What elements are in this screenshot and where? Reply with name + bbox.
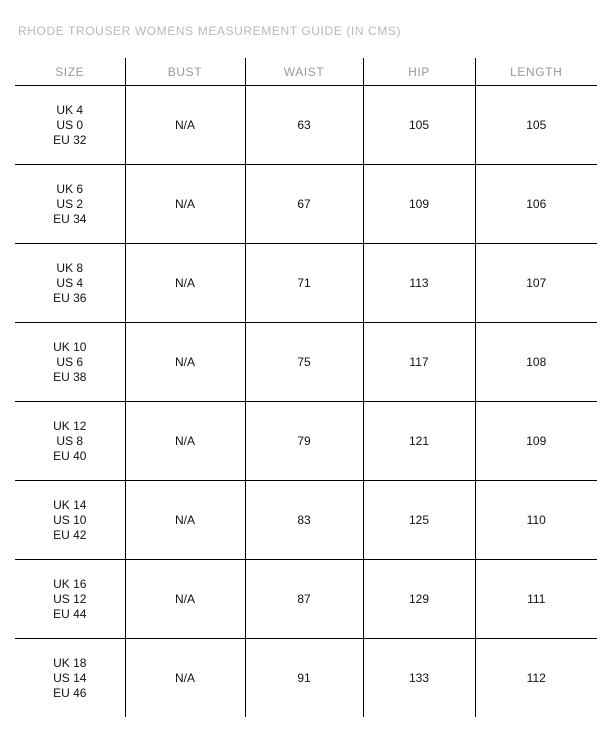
bust-cell: N/A xyxy=(125,244,245,323)
size-eu: EU 42 xyxy=(53,527,87,542)
size-eu: EU 38 xyxy=(53,369,87,384)
size-us: US 8 xyxy=(56,433,84,448)
size-cell xyxy=(15,86,125,165)
size-cell xyxy=(15,639,125,718)
bust-cell: N/A xyxy=(125,402,245,481)
table-row xyxy=(15,165,597,244)
size-us: US 0 xyxy=(56,117,84,132)
bust-cell: N/A xyxy=(125,639,245,718)
size-cell xyxy=(15,244,125,323)
length-cell: 110 xyxy=(475,481,597,560)
waist-cell: 67 xyxy=(245,165,363,244)
size-us: US 14 xyxy=(53,670,87,685)
table-row xyxy=(15,244,597,323)
waist-cell: 79 xyxy=(245,402,363,481)
size-eu: EU 40 xyxy=(53,448,87,463)
waist-cell: 83 xyxy=(245,481,363,560)
size-cell xyxy=(15,165,125,244)
size-cell xyxy=(15,560,125,639)
header-size: SIZE xyxy=(15,58,125,86)
bust-cell: N/A xyxy=(125,165,245,244)
measurement-table xyxy=(15,58,597,717)
length-cell: 106 xyxy=(475,165,597,244)
size-uk: UK 6 xyxy=(56,181,84,196)
table-header-row xyxy=(15,58,597,86)
waist-cell: 91 xyxy=(245,639,363,718)
size-eu: EU 32 xyxy=(53,132,87,147)
length-cell: 112 xyxy=(475,639,597,718)
size-eu: EU 44 xyxy=(53,606,87,621)
size-eu: EU 34 xyxy=(53,211,87,226)
size-cell xyxy=(15,402,125,481)
table-row xyxy=(15,560,597,639)
hip-cell: 109 xyxy=(363,165,475,244)
length-cell: 108 xyxy=(475,323,597,402)
table-row xyxy=(15,86,597,165)
size-uk: UK 8 xyxy=(56,260,84,275)
header-hip: HIP xyxy=(363,58,475,86)
waist-cell: 75 xyxy=(245,323,363,402)
header-waist: WAIST xyxy=(245,58,363,86)
bust-cell: N/A xyxy=(125,560,245,639)
hip-cell: 121 xyxy=(363,402,475,481)
size-eu: EU 46 xyxy=(53,685,87,700)
size-us: US 6 xyxy=(56,354,84,369)
waist-cell: 71 xyxy=(245,244,363,323)
page-title: RHODE TROUSER WOMENS MEASUREMENT GUIDE (IN CMS) xyxy=(18,24,402,38)
size-us: US 4 xyxy=(56,275,84,290)
length-cell: 105 xyxy=(475,86,597,165)
size-uk: UK 16 xyxy=(53,576,87,591)
hip-cell: 113 xyxy=(363,244,475,323)
table-row xyxy=(15,639,597,718)
length-cell: 111 xyxy=(475,560,597,639)
size-uk: UK 12 xyxy=(53,418,87,433)
hip-cell: 125 xyxy=(363,481,475,560)
size-uk: UK 4 xyxy=(56,102,84,117)
bust-cell: N/A xyxy=(125,481,245,560)
size-uk: UK 18 xyxy=(53,655,87,670)
waist-cell: 63 xyxy=(245,86,363,165)
hip-cell: 133 xyxy=(363,639,475,718)
hip-cell: 129 xyxy=(363,560,475,639)
length-cell: 109 xyxy=(475,402,597,481)
size-uk: UK 10 xyxy=(53,339,87,354)
table-row xyxy=(15,481,597,560)
bust-cell: N/A xyxy=(125,323,245,402)
hip-cell: 105 xyxy=(363,86,475,165)
table-row xyxy=(15,402,597,481)
size-uk: UK 14 xyxy=(53,497,87,512)
size-us: US 12 xyxy=(53,591,87,606)
hip-cell: 117 xyxy=(363,323,475,402)
table-row xyxy=(15,323,597,402)
header-bust: BUST xyxy=(125,58,245,86)
size-eu: EU 36 xyxy=(53,290,87,305)
bust-cell: N/A xyxy=(125,86,245,165)
length-cell: 107 xyxy=(475,244,597,323)
size-cell xyxy=(15,323,125,402)
header-length: LENGTH xyxy=(475,58,597,86)
size-cell xyxy=(15,481,125,560)
size-us: US 10 xyxy=(53,512,87,527)
size-us: US 2 xyxy=(56,196,84,211)
waist-cell: 87 xyxy=(245,560,363,639)
